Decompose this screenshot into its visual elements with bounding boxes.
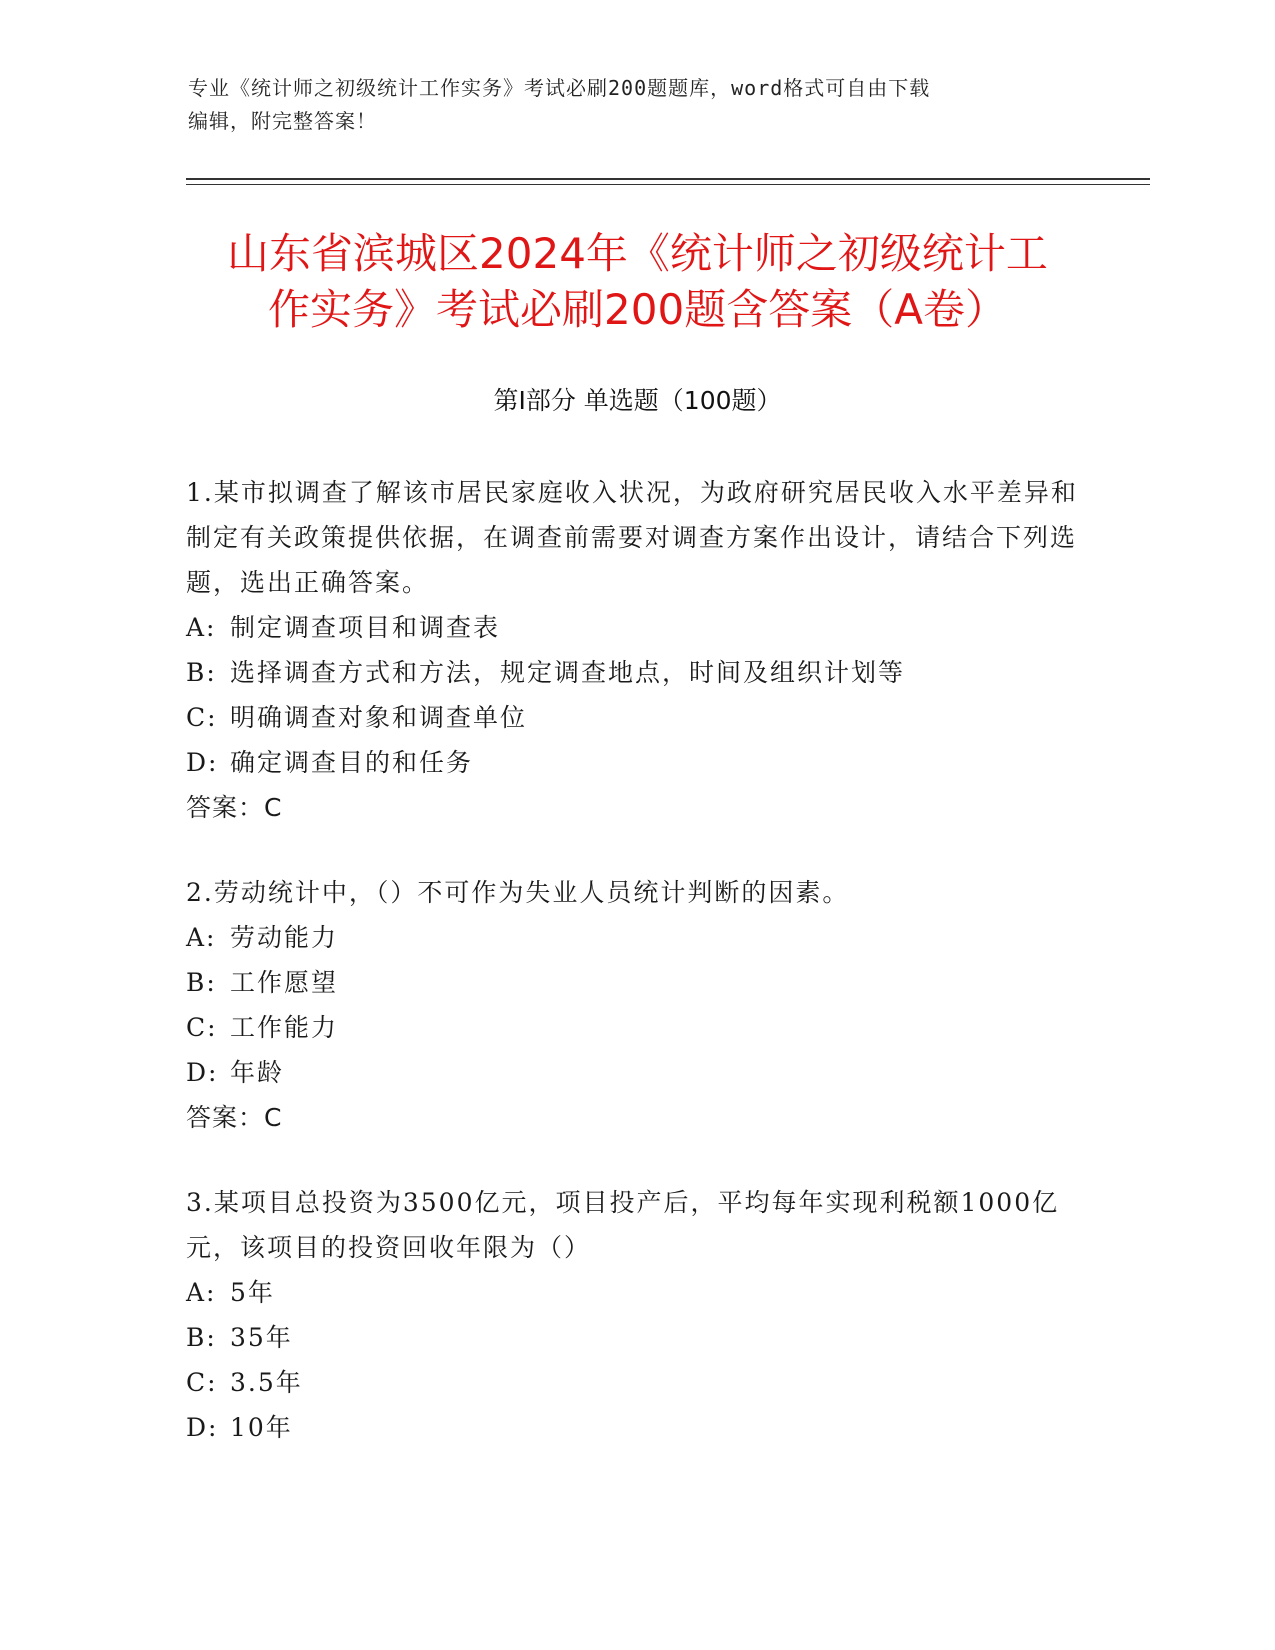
option-key: D: [186,748,219,777]
option-text: 10年 [230,1413,293,1442]
header-note-line-1: 专业《统计师之初级统计工作实务》考试必刷200题题库，word格式可自由下载 [188,76,931,100]
option-key: C: [186,703,218,732]
option-key: A: [186,923,217,952]
option-text: 选择调查方式和方法，规定调查地点，时间及组织计划等 [230,658,906,687]
option-key: C: [186,1368,218,1397]
option-c [186,695,1086,740]
option-c [186,1360,1086,1405]
option-a [186,605,1086,650]
option-a [186,915,1086,960]
option-key: B: [186,658,217,687]
option-text: 3.5年 [230,1368,303,1397]
question-1 [186,470,1086,830]
option-d [186,1050,1086,1095]
header-divider-thick [186,178,1150,180]
answer-line: 答案：C [186,793,283,822]
question-3 [186,1180,1086,1450]
document-title [150,226,1125,338]
option-key: D: [186,1058,219,1087]
option-text: 年龄 [230,1058,285,1087]
option-b [186,960,1086,1005]
header-divider-thin [186,184,1150,185]
document-title-line-1: 山东省滨城区2024年《统计师之初级统计工 [227,229,1048,278]
question-2 [186,870,1086,1140]
option-key: A: [186,1278,217,1307]
question-stem: 3.某项目总投资为3500亿元，项目投产后，平均每年实现利税额1000亿元，该项目的投资回收年限为（） [186,1188,1060,1262]
option-b [186,650,1086,695]
option-key: C: [186,1013,218,1042]
option-text: 劳动能力 [230,923,339,952]
option-key: D: [186,1413,219,1442]
question-stem: 1.某市拟调查了解该市居民家庭收入状况，为政府研究居民收入水平差异和制定有关政策提供依据，在调查前需要对调查方案作出设计，请结合下列选题，选出正确答案。 [186,478,1078,597]
answer-line: 答案：C [186,1103,283,1132]
option-key: B: [186,1323,217,1352]
option-text: 工作愿望 [230,968,339,997]
option-c [186,1005,1086,1050]
option-text: 35年 [230,1323,293,1352]
option-text: 制定调查项目和调查表 [230,613,501,642]
option-a [186,1270,1086,1315]
document-title-line-2: 作实务》考试必刷200题含答案（A卷） [268,285,1007,334]
option-text: 确定调查目的和任务 [230,748,474,777]
option-text: 明确调查对象和调查单位 [230,703,528,732]
option-key: A: [186,613,217,642]
option-text: 5年 [230,1278,275,1307]
option-text: 工作能力 [230,1013,339,1042]
question-stem: 2.劳动统计中，（）不可作为失业人员统计判断的因素。 [186,878,850,907]
header-note-line-2: 编辑，附完整答案！ [188,109,377,133]
option-key: B: [186,968,217,997]
option-b [186,1315,1086,1360]
section-title: 第Ⅰ部分 单选题（100题） [493,386,782,415]
header-note [188,72,1068,138]
option-d [186,740,1086,785]
option-d [186,1405,1086,1450]
question-list [186,470,1086,1490]
